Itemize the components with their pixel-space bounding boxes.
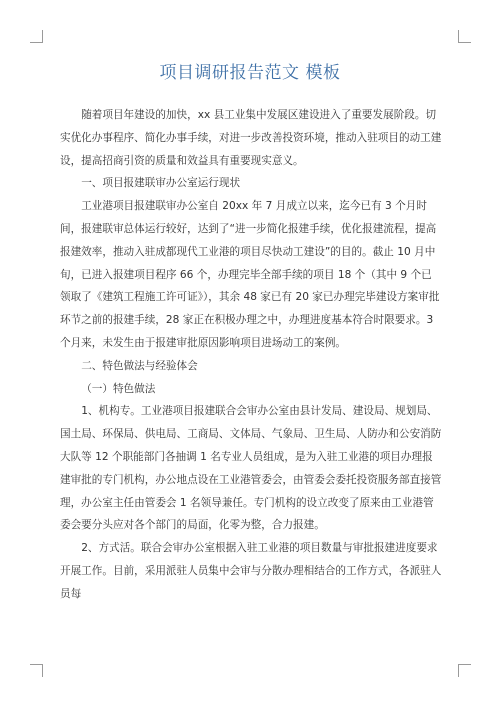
section-heading-1: 一、项目报建联审办公室运行现状 (81, 177, 241, 190)
body-paragraph: 工业港项目报建联审办公室自 20xx 年 7 月成立以来，迄今已有 3 个月时间，报建联审总体运行较好，达到了“进一步简化报建手续，优化报建流程，提高报建效率，推动入驻成都现代工业港的项目尽快动工建设”的目的。截止 10 月中旬，已进入报建项目程序 66 个，办理完毕全部手续的项目 18 个（其中 9 个已领取了《建筑工程施工许可证》），其余 48 家已有 20 家已办理完毕建设方案审批环节之前的报建手续，28 家正在积极办理之中，办理进度基本符合时限要求。3 个月来，未发生由于报建审批原因影响项目进场动工的案例。 (60, 200, 440, 349)
body-paragraph: 1、机构专。工业港项目报建联合会审办公室由县计发局、建设局、规划局、国土局、环保局、供电局、工商局、文体局、气象局、卫生局、人防办和公安消防大队等 12 个职能部门各抽调 1 名专业人员组成，是为入驻工业港的项目办理报建审批的专门机构，办公地点设在工业港管委会，由管委会委托投资服务部直接管理，办公室主任由管委会 1 名领导兼任。专门机构的设立改变了原来由工业港管委会要分头应对各个部门的局面，化零为整，合力报建。 (60, 405, 442, 532)
section-heading-2: 二、特色做法与经验体会 (81, 359, 198, 372)
crop-mark-bottom-left (30, 664, 43, 677)
document-title: 项目调研报告范文 模板 (159, 63, 341, 83)
subsection-heading: （一）特色做法 (81, 382, 156, 395)
body-paragraph: 2、方式活。联合会审办公室根据入驻工业港的项目数量与审批报建进度要求开展工作。目前，采用派驻人员集中会审与分散办理相结合的工作方式，各派驻人员每 (60, 542, 442, 600)
document-body (60, 104, 442, 606)
crop-mark-top-left (30, 30, 43, 43)
crop-mark-bottom-right (458, 664, 471, 677)
crop-mark-top-right (458, 30, 471, 43)
intro-paragraph: 随着项目年建设的加快，xx 县工业集中发展区建设进入了重要发展阶段。切实优化办事程序、简化办事手续，对进一步改善投资环境，推动入驻项目的动工建设，提高招商引资的质量和效益具有重要现实意义。 (60, 109, 442, 167)
